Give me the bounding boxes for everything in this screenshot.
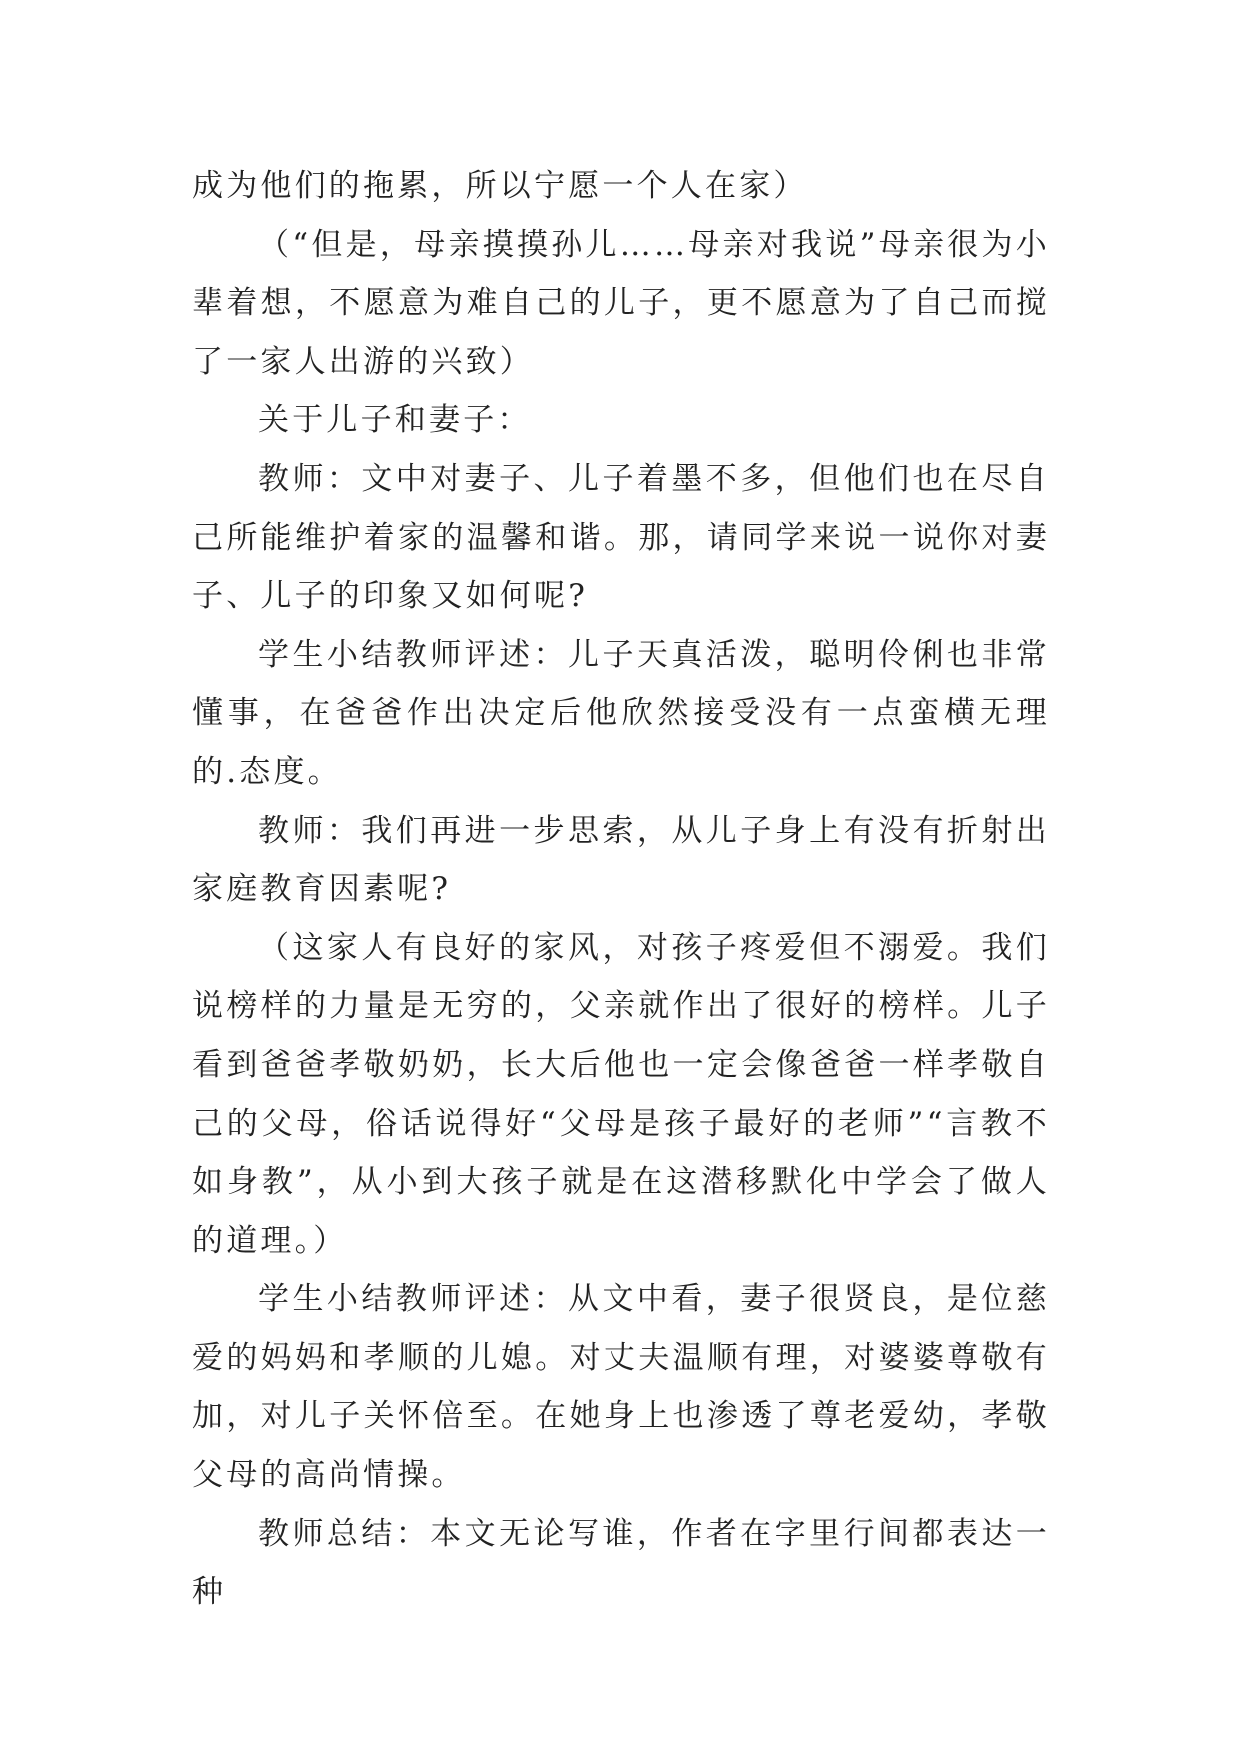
paragraph-mother-quote: （“但是，母亲摸摸孙儿……母亲对我说”母亲很为小辈着想，不愿意为难自己的儿子，更不愿意为了自己而搅了一家人出游的兴致） — [192, 226, 1050, 380]
paragraph-teacher-followup: 教师：我们再进一步思索，从儿子身上有没有折射出家庭教育因素呢? — [192, 812, 1050, 908]
paragraph-continuation: 成为他们的拖累，所以宁愿一个人在家） — [192, 168, 808, 204]
paragraph-student-summary-wife: 学生小结教师评述：从文中看，妻子很贤良，是位慈爱的妈妈和孝顺的儿媳。对丈夫温顺有理，对婆婆尊敬有加，对儿子关怀倍至。在她身上也渗透了尊老爱幼，孝敬父母的高尚情操。 — [192, 1281, 1050, 1494]
section-heading-son-wife: 关于儿子和妻子： — [258, 402, 532, 439]
paragraph-student-summary-son: 学生小结教师评述：儿子天真活泼，聪明伶俐也非常懂事，在爸爸作出决定后他欣然接受没有一点蛮横无理的.态度。 — [192, 636, 1050, 790]
body-text — [192, 157, 1050, 1622]
paragraph-teacher-conclusion: 教师总结：本文无论写谁，作者在字里行间都表达一种 — [192, 1515, 1050, 1611]
paragraph-family-education: （这家人有良好的家风，对孩子疼爱但不溺爱。我们说榜样的力量是无穷的，父亲就作出了很好的榜样。儿子看到爸爸孝敬奶奶，长大后他也一定会像爸爸一样孝敬自己的父母，俗话说得好“父母是孩子最好的老师”“言教不如身教”，从小到大孩子就是在这潜移默化中学会了做人的道理。） — [192, 929, 1050, 1259]
paragraph-teacher-question: 教师：文中对妻子、儿子着墨不多，但他们也在尽自己所能维护着家的温馨和谐。那，请同学来说一说你对妻子、儿子的印象又如何呢? — [192, 460, 1050, 615]
